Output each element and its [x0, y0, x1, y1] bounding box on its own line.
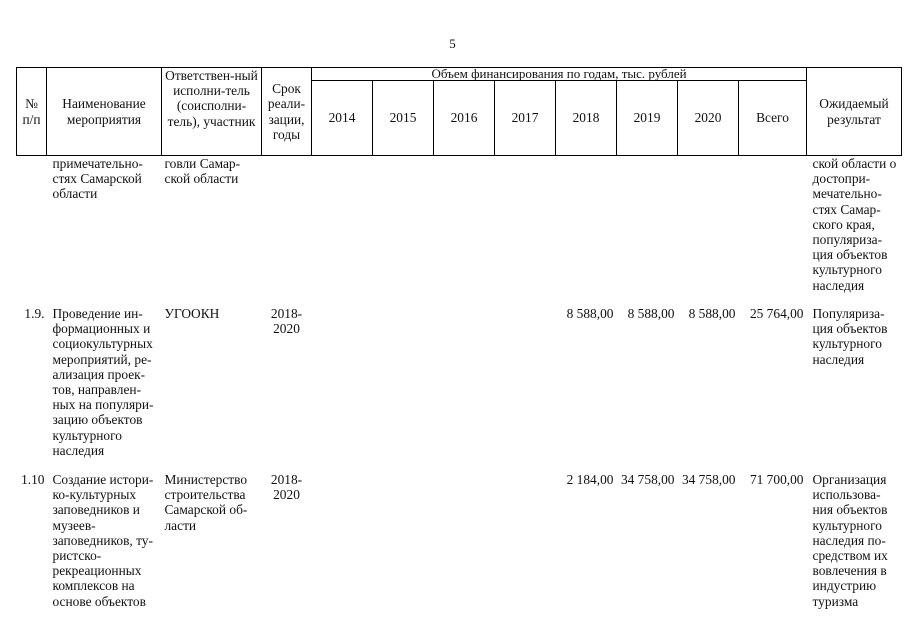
- row-amount: 34 758,00: [681, 472, 736, 487]
- header-year: 2016: [434, 81, 495, 156]
- row-amount: [312, 156, 373, 307]
- table-row: [17, 306, 902, 472]
- row-amount: [373, 472, 434, 612]
- row-amount: 8 588,00: [688, 306, 736, 321]
- financing-table: [16, 67, 902, 612]
- row-responsible: УГООКН: [164, 306, 220, 321]
- row-result: ской области о достопри-мечательно-стях Самар-ского края, популяриза-ция объектов культурного наследия: [812, 156, 897, 293]
- row-amount: [373, 156, 434, 307]
- header-year: 2018: [556, 81, 617, 156]
- row-amount: [495, 156, 556, 307]
- row-result: Организация использова-ния объектов культурного наследия по-средством их вовлечения в индустрию туризма: [812, 472, 888, 609]
- header-finance-group: Объем финансирования по годам, тыс. рублей: [312, 68, 807, 81]
- header-name: Наименование мероприятия: [47, 68, 162, 156]
- header-year: 2017: [495, 81, 556, 156]
- row-amount: [434, 156, 495, 307]
- row-total: 25 764,00: [749, 306, 804, 321]
- row-num: 1.10: [21, 472, 45, 487]
- row-total: [739, 156, 807, 307]
- row-result: Популяриза-ция объектов культурного наследия: [812, 306, 888, 367]
- row-responsible: говли Самар-ской области: [164, 156, 241, 187]
- row-amount: [495, 472, 556, 612]
- row-term: 2018-2020: [270, 306, 303, 337]
- row-name: Проведение ин-формационных и социокультурных мероприятий, ре-ализация проек-тов, направлен-ных на популяри-зацию объектов культурного наследия: [52, 306, 154, 458]
- page-number: 5: [449, 36, 456, 51]
- header-year: 2020: [678, 81, 739, 156]
- row-amount: [434, 472, 495, 612]
- row-name: Создание истори-ко-культурных заповедников и музеев-заповедников, ту-ристско-рекреационных комплексов на основе объектов: [52, 472, 154, 609]
- header-year: 2014: [312, 81, 373, 156]
- row-num: [17, 156, 47, 307]
- row-amount: 34 758,00: [620, 472, 675, 487]
- table-row: [17, 472, 902, 612]
- header-year: 2019: [617, 81, 678, 156]
- header-total: Всего: [739, 81, 807, 156]
- header-term: Срок реали-зации, годы: [262, 68, 312, 156]
- row-term: 2018-2020: [270, 472, 303, 503]
- header-year: 2015: [373, 81, 434, 156]
- row-amount: [434, 306, 495, 472]
- row-responsible: Министерство строительства Самарской об-ласти: [164, 472, 248, 533]
- row-amount: [312, 306, 373, 472]
- header-responsible: Ответствен-ный исполни-тель (соисполни-тель), участник: [162, 68, 262, 156]
- row-total: 71 700,00: [749, 472, 804, 487]
- header-result: Ожидаемый результат: [807, 68, 902, 156]
- row-num: 1.9.: [24, 306, 45, 321]
- row-amount: [373, 306, 434, 472]
- row-amount: 8 588,00: [627, 306, 675, 321]
- row-amount: [617, 156, 678, 307]
- header-num: № п/п: [17, 68, 47, 156]
- table-row: [17, 156, 902, 307]
- row-amount: 8 588,00: [566, 306, 614, 321]
- row-amount: 2 184,00: [566, 472, 614, 487]
- row-amount: [556, 156, 617, 307]
- row-amount: [678, 156, 739, 307]
- row-amount: [495, 306, 556, 472]
- row-amount: [312, 472, 373, 612]
- row-term: [262, 156, 312, 307]
- row-name: примечательно-стях Самарской области: [52, 156, 143, 202]
